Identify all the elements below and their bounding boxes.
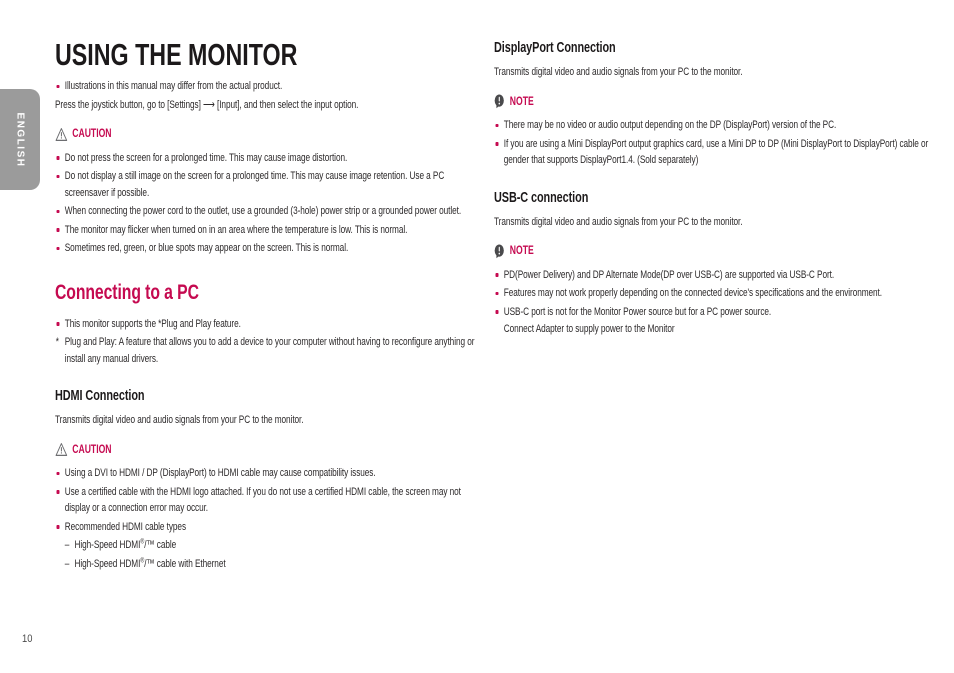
list-item: The monitor may flicker when turned on in an area where the temperature is low. This is normal. (55, 222, 484, 239)
note-icon (494, 94, 505, 109)
subsection-heading-displayport: DisplayPort Connection (494, 40, 616, 56)
caution-triangle-icon (55, 127, 68, 142)
list-item: Use a certified cable with the HDMI logo attached. If you do not use a certified HDMI cable, the screen may not display or a connection error may occur. (55, 484, 484, 517)
note-icon (494, 244, 505, 259)
page-title: USING THE MONITOR (55, 37, 298, 72)
note-label: NOTE (509, 95, 534, 108)
list-item: Sometimes red, green, or blue spots may appear on the screen. This is normal. (55, 240, 484, 257)
hdmi-caution-list (55, 465, 484, 535)
displayport-note-list (494, 117, 952, 169)
note-label: NOTE (509, 245, 534, 257)
list-item: Features may not work properly depending on the connected device's specifications and the environment. (494, 285, 952, 302)
language-tab-label: ENGLISH (14, 112, 26, 167)
footnote-text: Plug and Play: A feature that allows you to add a device to your computer without having to reconfigure anything or install any manual drivers. (64, 336, 475, 365)
hdmi-cable-type-list (55, 537, 484, 572)
caution-header (55, 442, 484, 459)
list-item: – High-Speed HDMI®/™ cable with Ethernet (65, 556, 484, 573)
intro-instruction: Press the joystick button, go to [Settings] ⟶ [Input], and then select the input option. (55, 98, 359, 111)
right-column (494, 0, 952, 340)
intro-list (55, 78, 484, 95)
page-number: 10 (22, 633, 33, 645)
caution-label: CAUTION (72, 443, 112, 456)
list-item: If you are using a Mini DisplayPort output graphics card, use a Mini DP to DP (Mini DisplayPort to DisplayPort) cable or gender that supports DisplayPort1.4. (Sold separately) (494, 136, 952, 169)
section-heading-connecting-to-a-pc: Connecting to a PC (55, 280, 199, 304)
caution-triangle-icon (55, 442, 68, 457)
list-item: Do not display a still image on the screen for a prolonged time. This may cause image retention. Use a PC screensaver if possible. (55, 168, 484, 201)
caution-list (55, 150, 484, 257)
subsection-heading-hdmi: HDMI Connection (55, 388, 145, 404)
left-column (55, 0, 484, 574)
displayport-description: Transmits digital video and audio signals from your PC to the monitor. (494, 66, 743, 78)
language-tab (0, 89, 40, 190)
note-header (494, 243, 952, 260)
list-item: This monitor supports the *Plug and Play feature. (55, 316, 484, 333)
footnote-marker: * (55, 336, 59, 348)
list-item: Do not press the screen for a prolonged time. This may cause image distortion. (55, 150, 484, 167)
list-item: Recommended HDMI cable types (55, 519, 484, 536)
list-item: When connecting the power cord to the outlet, use a grounded (3-hole) power strip or a grounded power outlet. (55, 203, 484, 220)
hdmi-description: Transmits digital video and audio signals from your PC to the monitor. (55, 414, 304, 426)
list-item: – High-Speed HDMI®/™ cable (65, 537, 484, 554)
usbc-description: Transmits digital video and audio signals from your PC to the monitor. (494, 215, 743, 228)
usbc-note-list (494, 267, 952, 338)
plug-and-play-footnote (55, 334, 484, 367)
list-item: There may be no video or audio output depending on the DP (DisplayPort) version of the PC. (494, 117, 952, 134)
caution-label: CAUTION (72, 128, 112, 140)
list-item: PD(Power Delivery) and DP Alternate Mode(DP over USB-C) are supported via USB-C Port. (494, 267, 952, 284)
connecting-list (55, 316, 484, 333)
usbc-note-continuation: Connect Adapter to supply power to the Monitor (503, 323, 675, 335)
list-item: Using a DVI to HDMI / DP (DisplayPort) to HDMI cable may cause compatibility issues. (55, 465, 484, 482)
list-item: USB-C port is not for the Monitor Power source but for a PC power source. Connect Adapter to supply power to the Monitor (494, 304, 952, 338)
subsection-heading-usbc: USB-C connection (494, 189, 589, 206)
caution-header (55, 126, 484, 143)
list-item: Illustrations in this manual may differ from the actual product. (55, 78, 484, 95)
note-header (494, 94, 952, 111)
